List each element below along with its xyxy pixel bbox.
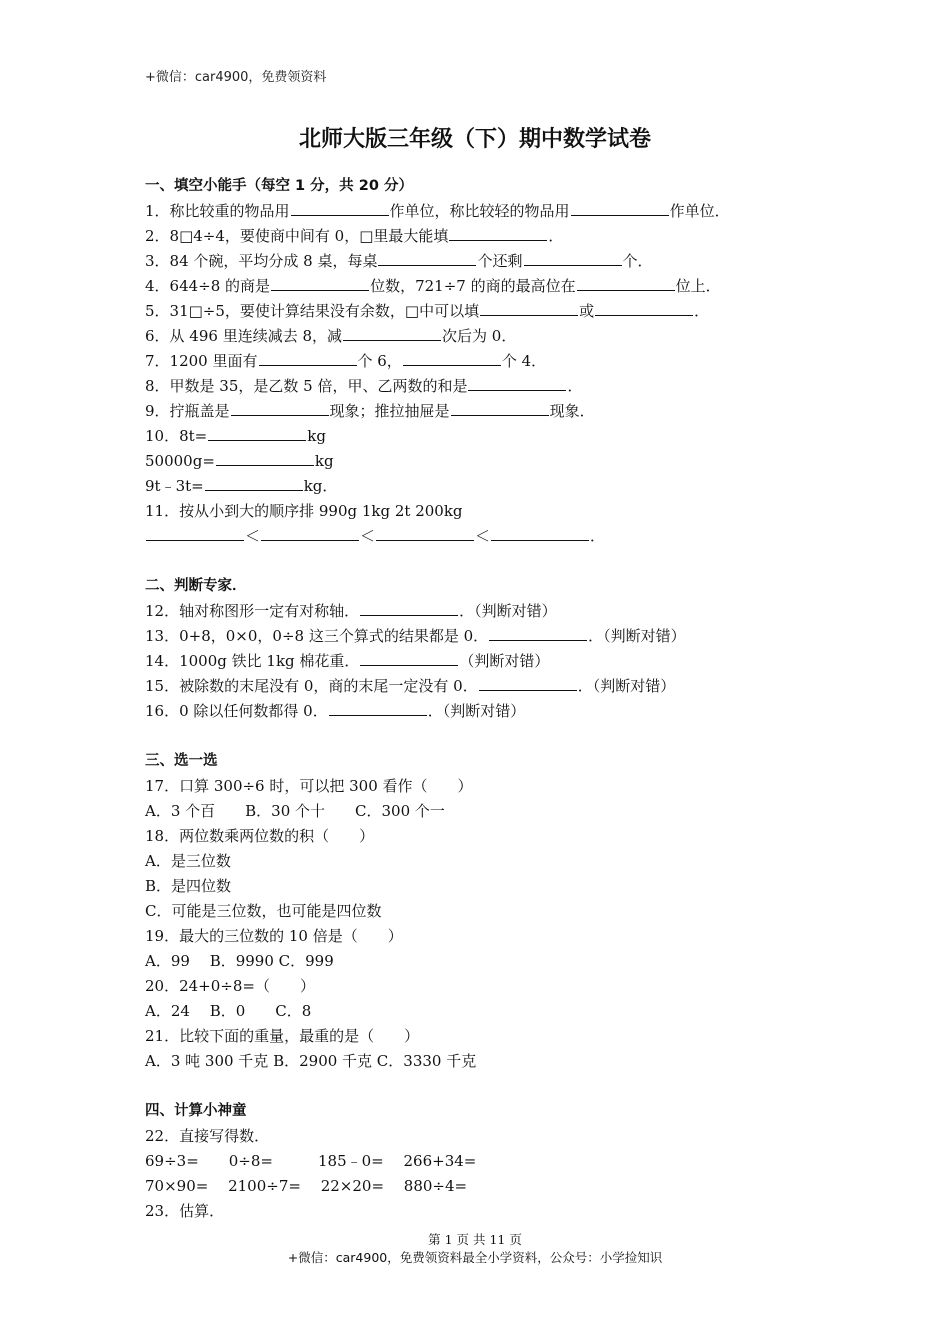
question-line xyxy=(145,1049,825,1074)
answer-blank[interactable] xyxy=(451,400,549,416)
question-text: ．（判断对错） xyxy=(459,602,557,620)
answer-blank[interactable] xyxy=(595,300,693,316)
question-line xyxy=(145,874,825,899)
question-text: （判断对错） xyxy=(459,652,550,670)
question-text: kg xyxy=(314,452,334,470)
answer-blank[interactable] xyxy=(479,675,577,691)
answer-blank[interactable] xyxy=(491,525,589,541)
section-heading: 二、判断专家． xyxy=(145,578,247,594)
question-text: A．是三位数 xyxy=(145,852,231,870)
question-text: 21．比较下面的重量，最重的是（ ） xyxy=(145,1027,420,1045)
answer-blank[interactable] xyxy=(524,250,622,266)
answer-blank[interactable] xyxy=(468,375,566,391)
question-text: 50000g= xyxy=(145,452,215,470)
question-line xyxy=(145,299,825,324)
question-line xyxy=(145,399,825,424)
question-text: 位数，721÷7 的商的最高位在 xyxy=(370,277,576,295)
question-text: 个 4． xyxy=(501,352,547,370)
question-line xyxy=(145,899,825,924)
answer-blank[interactable] xyxy=(360,600,458,616)
answer-blank[interactable] xyxy=(329,700,427,716)
question-line xyxy=(145,449,825,474)
question-line xyxy=(145,1024,825,1049)
question-line xyxy=(145,249,825,274)
question-line xyxy=(145,1124,825,1149)
question-text: ＜ xyxy=(475,527,491,545)
question-text: 12．轴对称图形一定有对称轴． xyxy=(145,602,360,620)
question-line xyxy=(145,349,825,374)
question-text: A．3 吨 300 千克 B．2900 千克 C．3330 千克 xyxy=(145,1052,477,1070)
answer-blank[interactable] xyxy=(480,300,578,316)
question-text: 14．1000g 铁比 1kg 棉花重． xyxy=(145,652,360,670)
question-line xyxy=(145,374,825,399)
question-line xyxy=(145,674,825,699)
question-text: 个 6， xyxy=(357,352,402,370)
question-text: 16．0 除以任何数都得 0． xyxy=(145,702,328,720)
question-text: kg． xyxy=(303,477,338,495)
answer-blank[interactable] xyxy=(259,350,357,366)
answer-blank[interactable] xyxy=(360,650,458,666)
question-text: 8．甲数是 35，是乙数 5 倍，甲、乙两数的和是 xyxy=(145,377,468,395)
question-text: 69÷3= 0÷8= 185﹣0= 266+34= xyxy=(145,1152,477,1170)
answer-blank[interactable] xyxy=(376,525,474,541)
question-text: A．24 B．0 C．8 xyxy=(145,1002,312,1020)
question-line xyxy=(145,1174,825,1199)
question-text: 20．24+0÷8=（ ） xyxy=(145,977,315,995)
question-text: ． xyxy=(590,527,606,545)
answer-blank[interactable] xyxy=(403,350,501,366)
question-text: 18．两位数乘两位数的积（ ） xyxy=(145,827,375,845)
question-text: 13．0+8，0×0，0÷8 这三个算式的结果都是 0． xyxy=(145,627,489,645)
question-text: 7．1200 里面有 xyxy=(145,352,258,370)
question-text: ．（判断对错） xyxy=(577,677,676,695)
question-text: B．是四位数 xyxy=(145,877,232,895)
question-line xyxy=(145,824,825,849)
question-line xyxy=(145,799,825,824)
answer-blank[interactable] xyxy=(449,225,547,241)
question-text: 9t﹣3t= xyxy=(145,477,204,495)
question-text: 70×90= 2100÷7= 22×20= 880÷4= xyxy=(145,1177,468,1195)
question-line xyxy=(145,1149,825,1174)
question-line xyxy=(145,999,825,1024)
question-line xyxy=(145,499,825,524)
question-text: 现象． xyxy=(549,402,595,420)
question-line xyxy=(145,424,825,449)
question-text: 19．最大的三位数的 10 倍是（ ） xyxy=(145,927,403,945)
question-line xyxy=(145,224,825,249)
question-text: ． xyxy=(567,377,583,395)
question-text: ．（判断对错） xyxy=(588,627,686,645)
question-line xyxy=(145,649,825,674)
answer-blank[interactable] xyxy=(571,200,669,216)
question-text: 22．直接写得数． xyxy=(145,1127,270,1145)
footer-watermark: +微信：car4900，免费领资料最全小学资料，公众号：小学捡知识 xyxy=(287,1250,663,1265)
answer-blank[interactable] xyxy=(271,275,369,291)
question-text: 3．84 个碗，平均分成 8 桌，每桌 xyxy=(145,252,378,270)
question-text: 17．口算 300÷6 时，可以把 300 看作（ ） xyxy=(145,777,473,795)
exam-content xyxy=(145,174,825,1224)
answer-blank[interactable] xyxy=(146,525,244,541)
spacer xyxy=(145,549,825,574)
question-line xyxy=(145,949,825,974)
spacer xyxy=(145,1074,825,1099)
question-line xyxy=(145,324,825,349)
question-line xyxy=(145,974,825,999)
question-text: kg xyxy=(307,427,326,445)
question-text: 5．31□÷5，要使计算结果没有余数，□中可以填 xyxy=(145,302,480,320)
question-line xyxy=(145,599,825,624)
question-line xyxy=(145,199,825,224)
answer-blank[interactable] xyxy=(216,450,314,466)
answer-blank[interactable] xyxy=(205,475,303,491)
question-text: 个还剩 xyxy=(477,252,523,270)
page-title: 北师大版三年级（下）期中数学试卷 xyxy=(298,127,651,152)
question-line xyxy=(145,924,825,949)
question-text: A．3 个百 B．30 个十 C．300 个一 xyxy=(145,802,445,820)
answer-blank[interactable] xyxy=(261,525,359,541)
question-text: ＜ xyxy=(360,527,376,545)
question-text: 6．从 496 里连续减去 8，减 xyxy=(145,327,343,345)
question-text: ． xyxy=(548,227,564,245)
question-line xyxy=(145,474,825,499)
question-text: ． xyxy=(694,302,710,320)
page-number: 第 1 页 共 11 页 xyxy=(428,1232,522,1247)
answer-blank[interactable] xyxy=(343,325,441,341)
question-text: 10．8t= xyxy=(145,427,208,445)
question-line xyxy=(145,849,825,874)
question-text: 次后为 0． xyxy=(442,327,517,345)
question-text: 作单位． xyxy=(669,202,730,220)
question-line xyxy=(145,774,825,799)
question-text: 11．按从小到大的顺序排 990g 1kg 2t 200kg xyxy=(145,502,463,520)
question-text: 9．拧瓶盖是 xyxy=(145,402,230,420)
answer-blank[interactable] xyxy=(378,250,476,266)
question-text: 位上． xyxy=(675,277,721,295)
section-heading: 四、计算小神童 xyxy=(145,1103,247,1119)
question-line xyxy=(145,524,825,549)
question-line xyxy=(145,274,825,299)
question-text: 15．被除数的末尾没有 0，商的末尾一定没有 0． xyxy=(145,677,478,695)
question-text: 个． xyxy=(622,252,653,270)
section-heading: 一、填空小能手（每空 1 分，共 20 分） xyxy=(145,178,413,194)
question-line xyxy=(145,1199,825,1224)
spacer xyxy=(145,724,825,749)
question-text: 作单位，称比较轻的物品用 xyxy=(389,202,570,220)
question-text: 4．644÷8 的商是 xyxy=(145,277,271,295)
answer-blank[interactable] xyxy=(291,200,389,216)
section-heading: 三、选一选 xyxy=(145,753,218,769)
answer-blank[interactable] xyxy=(208,425,306,441)
question-text: A．99 B．9990 C．999 xyxy=(145,952,334,970)
answer-blank[interactable] xyxy=(577,275,675,291)
question-text: 2．8□4÷4，要使商中间有 0，□里最大能填 xyxy=(145,227,449,245)
question-text: 或 xyxy=(579,302,595,320)
question-line xyxy=(145,624,825,649)
question-line xyxy=(145,699,825,724)
answer-blank[interactable] xyxy=(489,625,587,641)
question-text: C．可能是三位数，也可能是四位数 xyxy=(145,902,382,920)
header-watermark: +微信：car4900，免费领资料 xyxy=(145,70,327,85)
question-text: 23．估算． xyxy=(145,1202,225,1220)
question-text: ．（判断对错） xyxy=(427,702,526,720)
question-text: 1．称比较重的物品用 xyxy=(145,202,290,220)
question-text: ＜ xyxy=(245,527,261,545)
answer-blank[interactable] xyxy=(231,400,329,416)
question-text: 现象；推拉抽屉是 xyxy=(329,402,450,420)
